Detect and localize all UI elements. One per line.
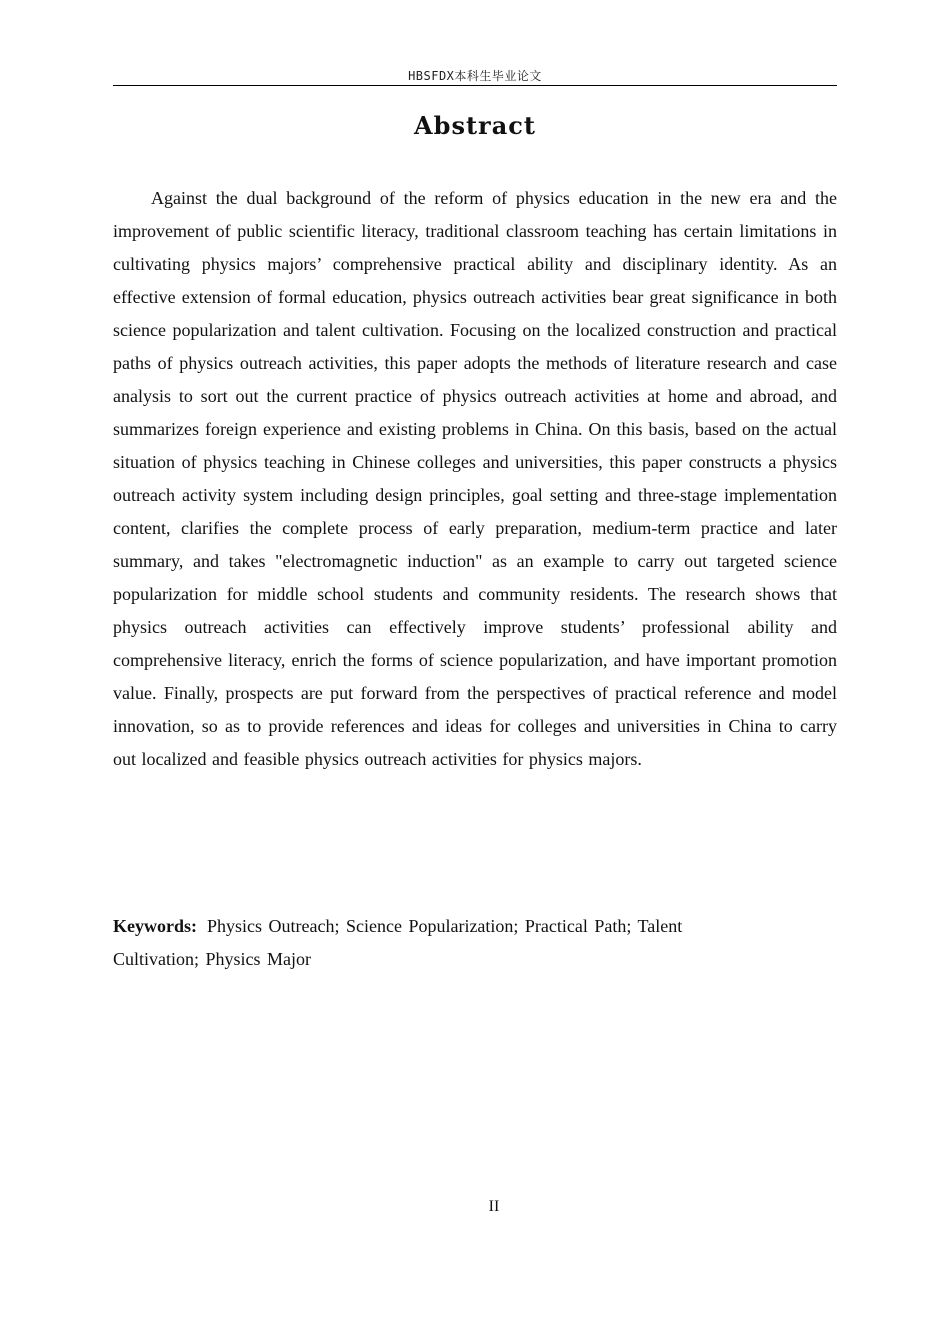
page-title: Abstract [414,111,536,140]
keywords-label: Keywords: [113,916,197,936]
abstract-paragraph: Against the dual background of the reform of physics education in the new era and the improvement of public scientific literacy, traditional classroom teaching has certain limitations in cultivating physics majors’ comprehensive practical ability and disciplinary identity. As an effective extension of formal education, physics outreach activities bear great significance in both science popularization and talent cultivation. Focusing on the localized construction and practical paths of physics outreach activities, this paper adopts the methods of literature research and case analysis to sort out the current practice of physics outreach activities at home and abroad, and summarizes foreign experience and existing problems in China. On this basis, based on the actual situation of physics teaching in Chinese colleges and universities, this paper constructs a physics outreach activity system including design principles, goal setting and three-stage implementation content, clarifies the complete process of early preparation, medium-term practice and later summary, and takes "electromagnetic induction" as an example to carry out targeted science popularization for middle school students and community residents. The research shows that physics outreach activities can effectively improve students’ professional ability and comprehensive literacy, enrich the forms of science popularization, and have important promotion value. Finally, prospects are put forward from the perspectives of practical reference and model innovation, so as to provide references and ideas for colleges and universities in China to carry out localized and feasible physics outreach activities for physics majors. [113,188,837,769]
keywords-text: Physics Outreach; Science Popularization; Practical Path; Talent Cultivation; Physics Major [113,916,683,969]
running-header: HBSFDX本科生毕业论文 [408,69,542,83]
header-rule [113,85,837,86]
keywords-line [113,910,773,976]
page-number: II [488,1198,500,1215]
